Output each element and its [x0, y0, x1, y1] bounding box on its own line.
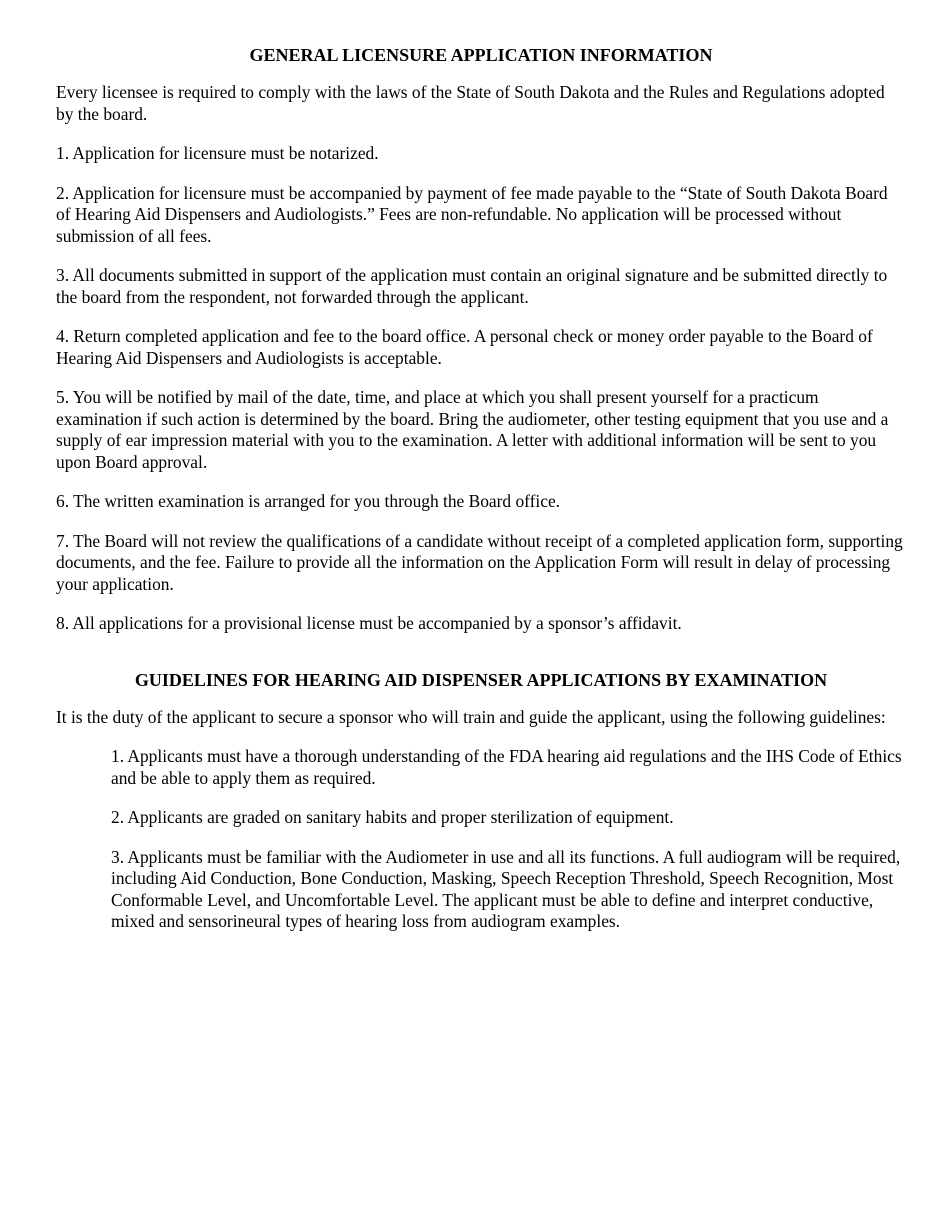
general-item-7: 7. The Board will not review the qualifications of a candidate without receipt of a completed application form, supporting documents, and the fee. Failure to provide all the information on the Application Form will result in delay of processing your application. — [56, 530, 903, 594]
guideline-item-3: 3. Applicants must be familiar with the Audiometer in use and all its functions. A full audiogram will be required, including Aid Conduction, Bone Conduction, Masking, Speech Reception Threshold, Speech Recognition, Most Conformable Level, and Uncomfortable Level. The applicant must be able to define and interpret conductive, mixed and sensorineural types of hearing loss from audiogram examples. — [111, 846, 901, 931]
guidelines-intro: It is the duty of the applicant to secure a sponsor who will train and guide the applicant, using the following guidelines: — [56, 706, 886, 727]
general-item-8: 8. All applications for a provisional license must be accompanied by a sponsor’s affidavit. — [56, 613, 682, 633]
guideline-item-2: 2. Applicants are graded on sanitary habits and proper sterilization of equipment. — [111, 807, 674, 827]
general-licensure-heading: GENERAL LICENSURE APPLICATION INFORMATION — [249, 45, 713, 65]
general-item-2: 2. Application for licensure must be accompanied by payment of fee made payable to the “State of South Dakota Board of Hearing Aid Dispensers and Audiologists.” Fees are non-refundable. No application will be processed without submission of all fees. — [56, 182, 888, 246]
general-item-4: 4. Return completed application and fee to the board office. A personal check or money order payable to the Board of Hearing Aid Dispensers and Audiologists is acceptable. — [56, 326, 873, 368]
general-item-3: 3. All documents submitted in support of the application must contain an original signature and be submitted directly to the board from the respondent, not forwarded through the applicant. — [56, 265, 888, 307]
general-item-6: 6. The written examination is arranged for you through the Board office. — [56, 491, 561, 511]
general-licensure-intro: Every licensee is required to comply with the laws of the State of South Dakota and the Rules and Regulations adopted by the board. — [56, 82, 885, 124]
guideline-item-1: 1. Applicants must have a thorough understanding of the FDA hearing aid regulations and the IHS Code of Ethics and be able to apply them as required. — [111, 746, 902, 788]
general-item-5: 5. You will be notified by mail of the date, time, and place at which you shall present yourself for a practicum examination if such action is determined by the board. Bring the audiometer, other testing equipment that you use and a supply of ear impression material with you to the examination. A letter with additional information will be sent to you upon Board approval. — [56, 387, 889, 472]
general-item-1: 1. Application for licensure must be notarized. — [56, 143, 379, 163]
document-page — [56, 44, 906, 951]
guidelines-heading: GUIDELINES FOR HEARING AID DISPENSER APPLICATIONS BY EXAMINATION — [134, 669, 828, 690]
